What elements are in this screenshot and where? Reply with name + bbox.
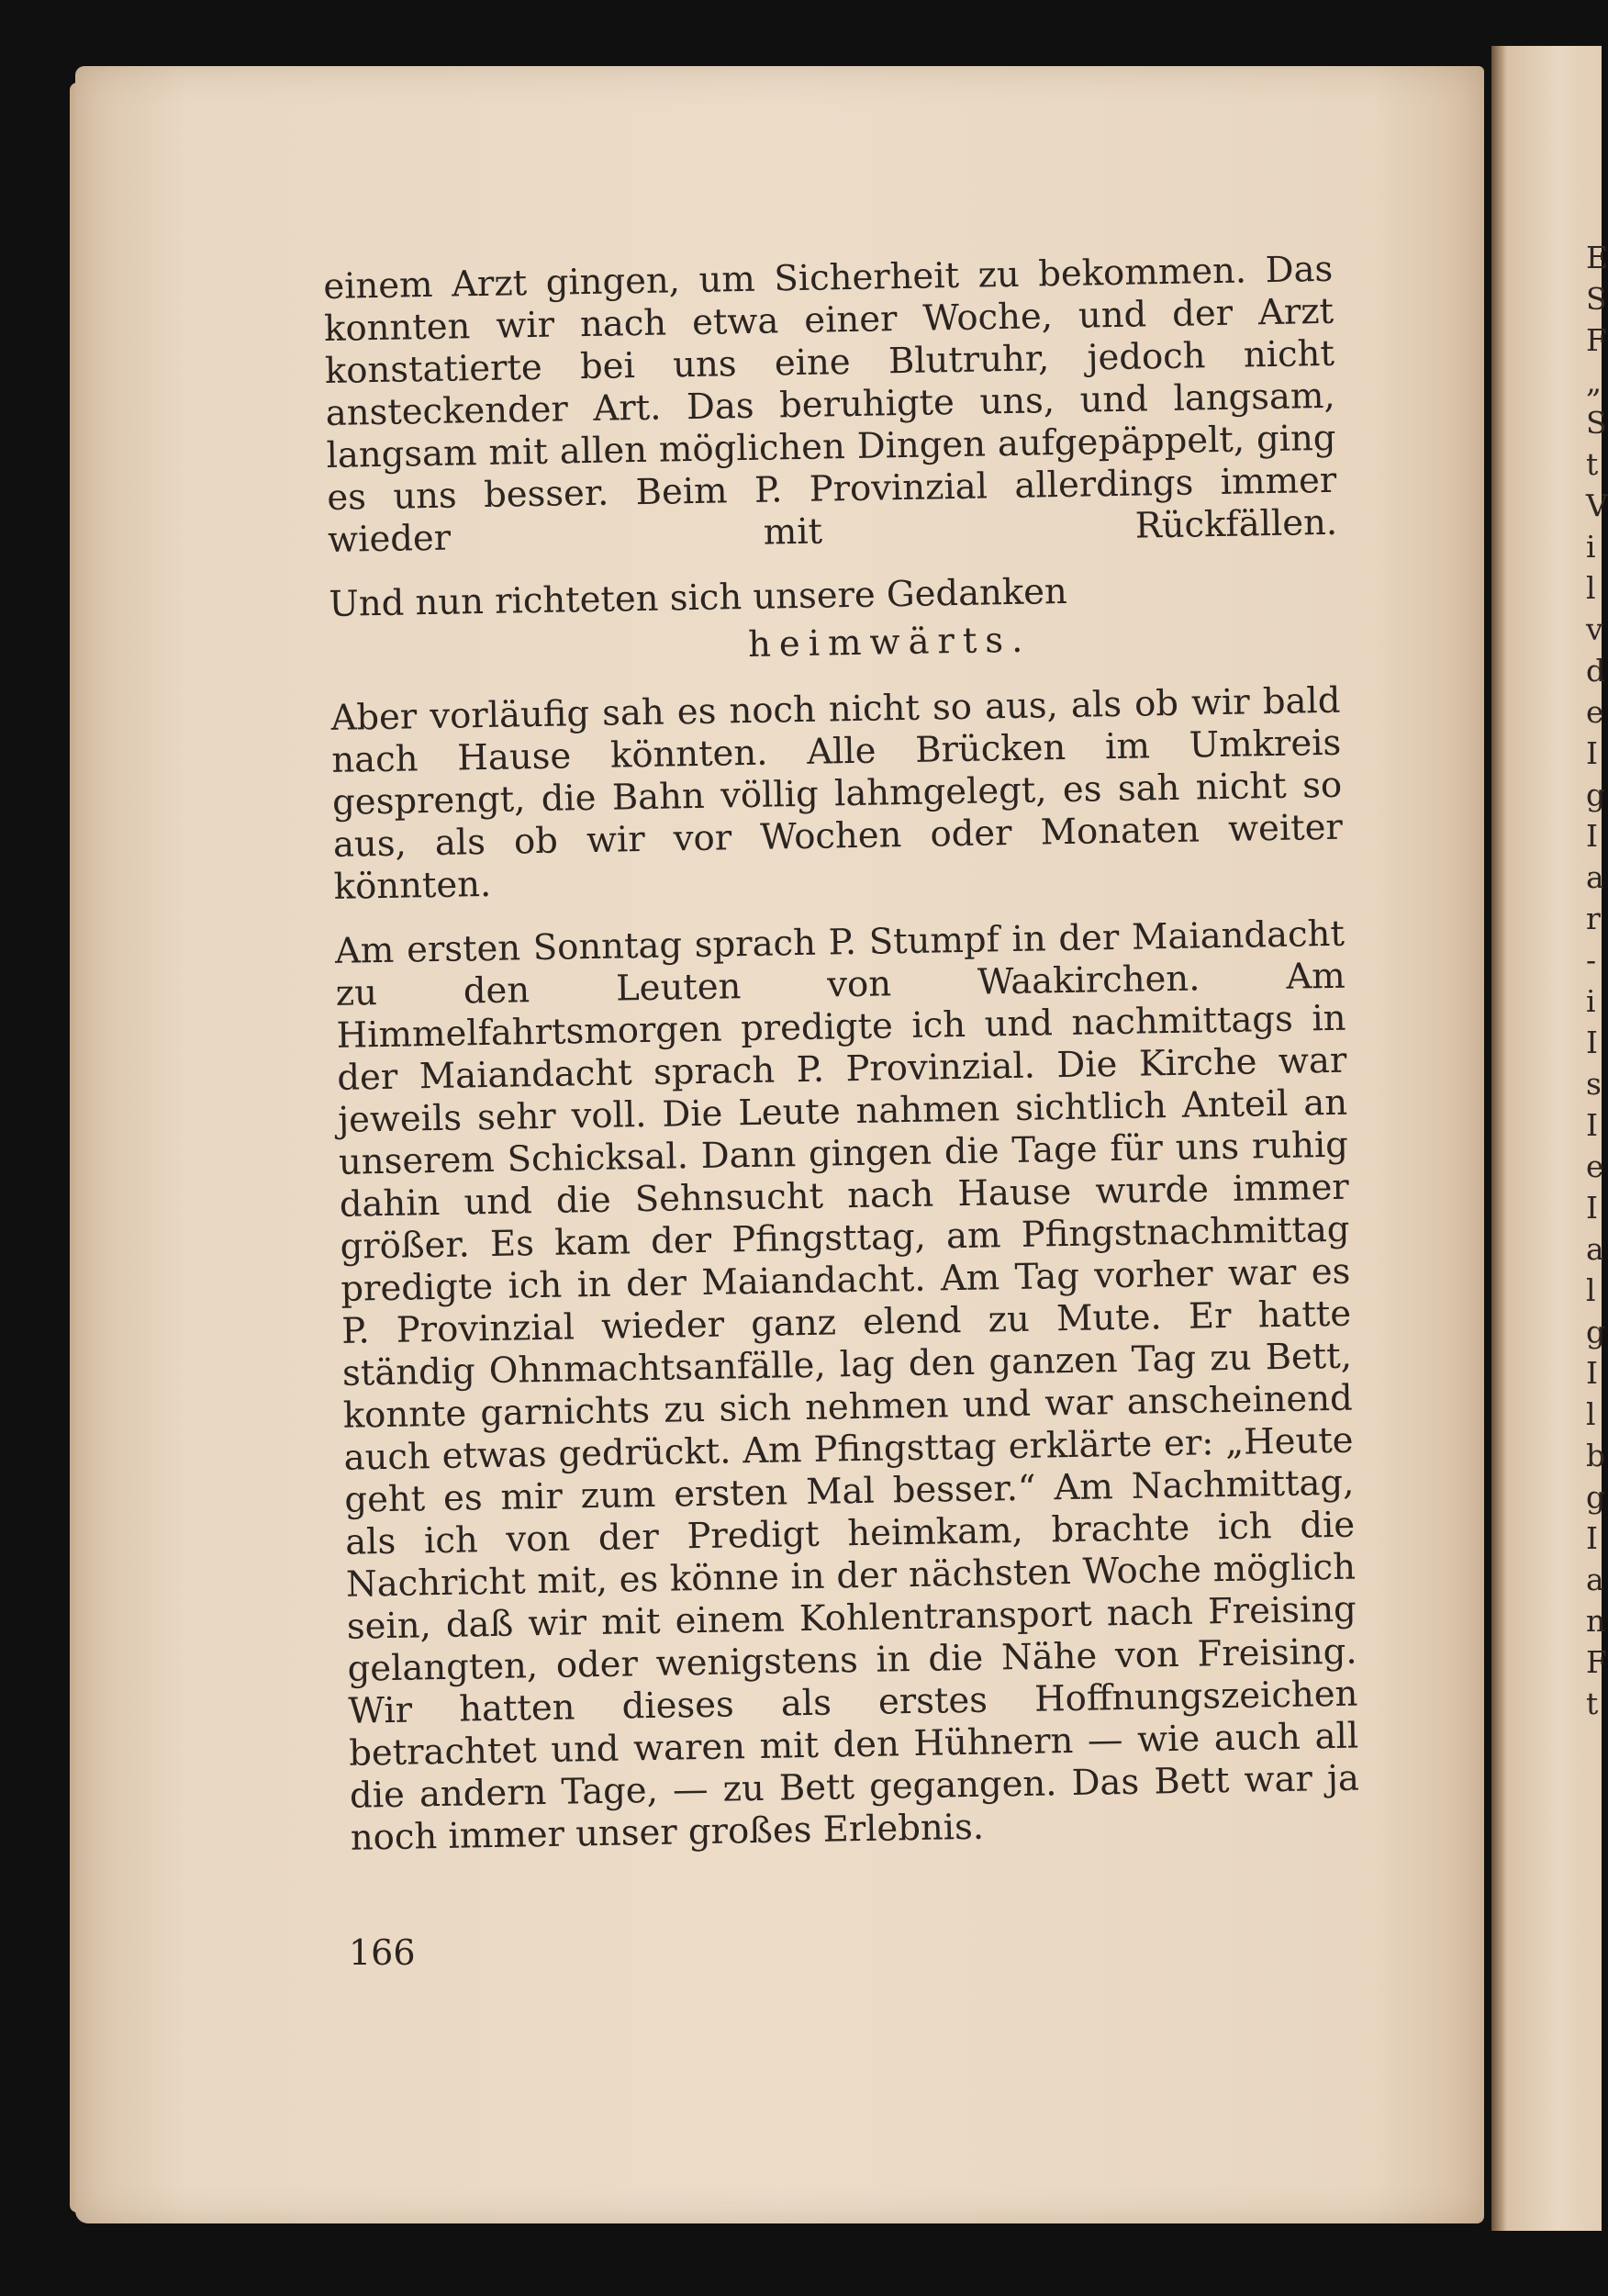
facing-page-letter: F — [1586, 322, 1607, 358]
facing-page-letter: l — [1586, 1396, 1596, 1432]
facing-page-letter: n — [1586, 1603, 1606, 1639]
facing-page-letter: I — [1586, 1107, 1599, 1143]
facing-page-letter: I — [1586, 1520, 1599, 1556]
facing-page-letter: I — [1586, 818, 1599, 854]
facing-page-letter: t — [1586, 446, 1599, 482]
facing-page-letter: d — [1586, 653, 1606, 689]
facing-page-letter: e — [1586, 694, 1604, 730]
facing-page-letter: s — [1586, 1066, 1602, 1102]
facing-page-letter: e — [1586, 1148, 1604, 1184]
section-heading: Und nun richteten sich unsere Gedanken — [329, 570, 1068, 625]
facing-page-letter: v — [1586, 611, 1603, 647]
facing-page-letter: F — [1586, 1644, 1607, 1680]
facing-page-letter: r — [1586, 901, 1601, 936]
facing-page-letter: S — [1586, 405, 1607, 441]
facing-page-letter: E — [1586, 240, 1608, 275]
facing-page-letter: a — [1586, 1562, 1604, 1597]
section-heading-spaced-word: heimwärts. — [747, 619, 1032, 666]
facing-page-letter: g — [1586, 1479, 1606, 1515]
facing-page-letter: g — [1586, 1314, 1606, 1350]
facing-page-letter: t — [1586, 1686, 1599, 1721]
facing-page-letter: l — [1586, 570, 1596, 606]
facing-page-letter: I — [1586, 1025, 1599, 1060]
facing-page-letter: I — [1586, 1355, 1599, 1391]
facing-page-letter: l — [1586, 1272, 1596, 1308]
facing-page-letter: i — [1586, 983, 1596, 1019]
paragraph: Am ersten Sonntag sprach P. Stumpf in der Maiandacht zu den Leuten von Waakirchen. Am Himmelfahrtsmorgen predigte ich und nachmittags in der Maiandacht sprach P. Provinzial. Die Kirche war jeweils sehr voll. Die Leute nahmen sichtlich Anteil an unserem Schicksal. Dann gingen die Tage für uns ruhig dahin und die Sehnsucht nach Hause wurde immer größer. Es kam der Pfingsttag, am Pfingstnachmittag predigte ich in der Maiandacht. Am Tag vorher war es P. Provinzial wieder ganz elend zu Mute. Er hatte ständig Ohnmachtsanfälle, lag den ganzen Tag zu Bett, konnte garnichts zu sich nehmen und war anscheinend auch etwas gedrückt. Am Pfingsttag erklärte er: „Heute geht es mir zum ersten Mal besser.“ Am Nachmittag, als ich von der Predigt heimkam, brachte ich die Nachricht mit, es könne in der nächsten Woche möglich sein, daß wir mit einem Kohlentransport nach Freising gelangten, oder wenigstens in die Nähe von Freising. Wir hatten dieses als erstes Hoffnungszeichen betrachtet und waren mit den Hühnern — wie auch all die andern Tage, — zu Bett gegangen. Das Bett war ja noch immer unser großes Erlebnis. — [334, 913, 1360, 1859]
facing-page-letter: „ — [1586, 364, 1602, 399]
page-text-block — [323, 249, 1361, 1882]
facing-page-letter: - — [1586, 942, 1597, 978]
facing-page-letter: a — [1586, 859, 1604, 895]
facing-page-letter: a — [1586, 1231, 1604, 1267]
facing-page — [1491, 46, 1608, 2231]
facing-page-letter: I — [1586, 1190, 1599, 1226]
facing-page-letter: S — [1586, 281, 1607, 317]
page-number: 166 — [349, 1932, 416, 1973]
facing-page-letter: g — [1586, 777, 1606, 812]
facing-page-letter: I — [1586, 735, 1599, 771]
facing-page-text — [1586, 237, 1608, 1724]
facing-page-letter: i — [1586, 529, 1596, 565]
paragraph: Aber vorläufig sah es noch nicht so aus, als ob wir bald nach Hause könnten. Alle Brücken im Umkreis gesprengt, die Bahn völlig lahmgelegt, es sah nicht so aus, als ob wir vor Wochen oder Monaten weiter könnten. — [330, 679, 1344, 908]
paragraph: einem Arzt gingen, um Sicherheit zu bekommen. Das konnten wir nach etwa einer Woche, und der Arzt konstatierte bei uns eine Blutruhr, jedoch nicht ansteckender Art. Das beruhigte uns, und langsam, langsam mit allen möglichen Dingen aufgepäppelt, ging es uns besser. Beim P. Provinzial allerdings immer wieder mit Rückfällen. — [323, 248, 1338, 561]
facing-page-letter: V — [1586, 487, 1608, 523]
facing-page-letter: b — [1586, 1438, 1606, 1473]
